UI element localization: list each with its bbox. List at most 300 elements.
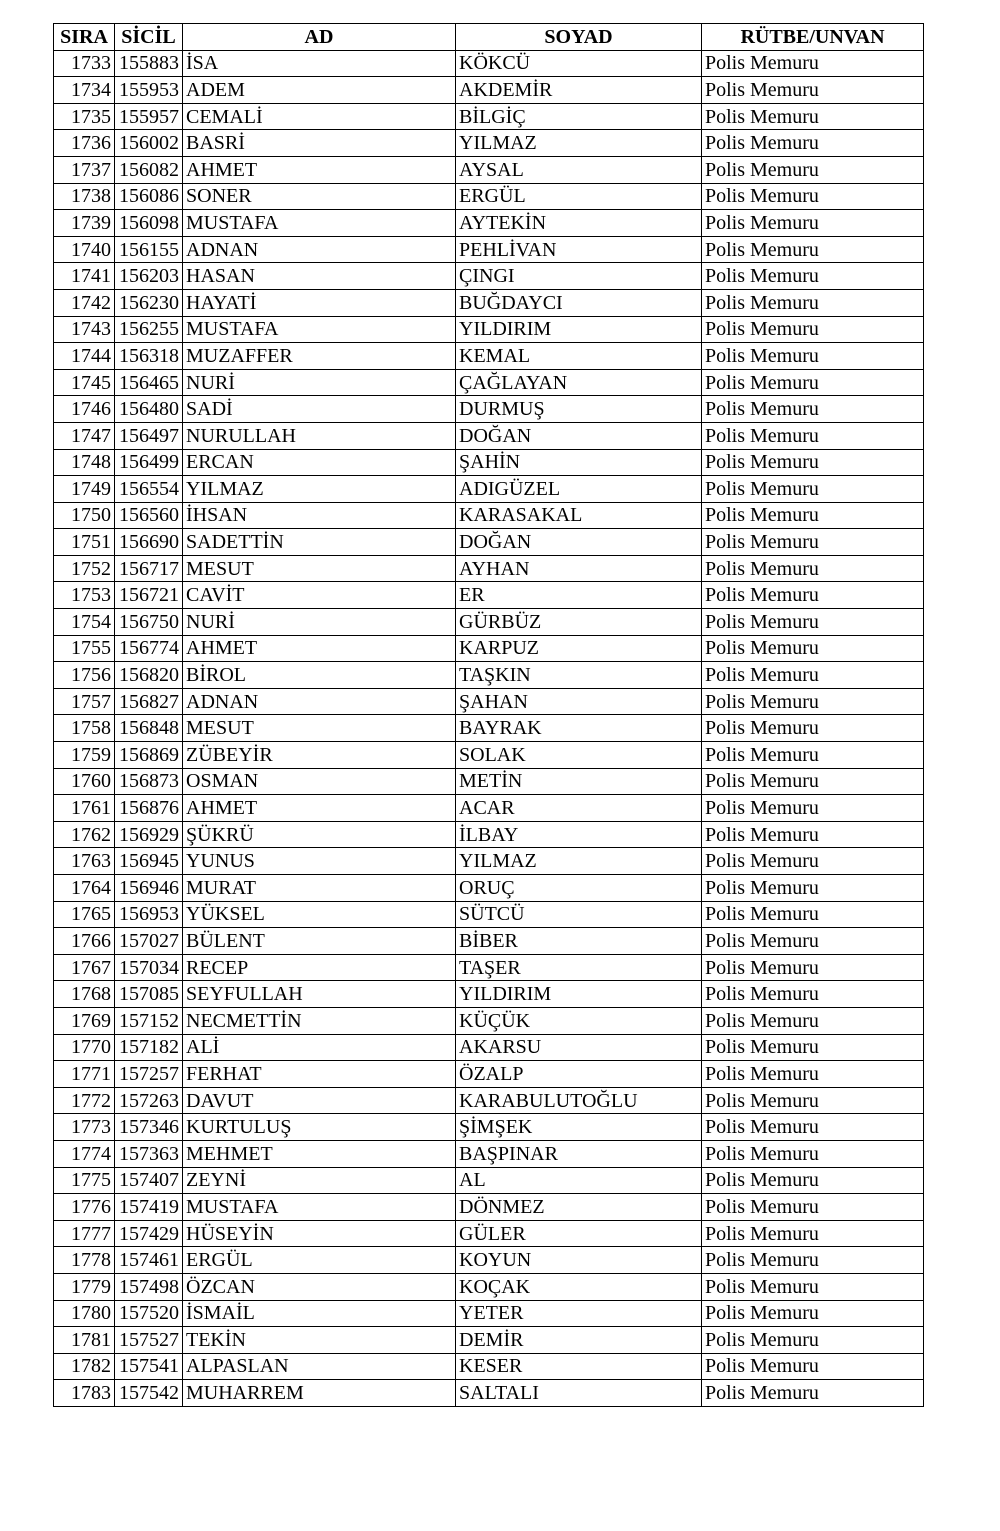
table-row xyxy=(54,1273,924,1300)
header-soyad: SOYAD xyxy=(456,24,702,51)
cell-soyad: ŞAHİN xyxy=(456,449,702,476)
cell-sira: 1754 xyxy=(54,609,115,636)
cell-ad: ÖZCAN xyxy=(183,1273,456,1300)
cell-soyad: YILMAZ xyxy=(456,130,702,157)
cell-rutbe: Polis Memuru xyxy=(702,1034,924,1061)
cell-rutbe: Polis Memuru xyxy=(702,1167,924,1194)
cell-soyad: TAŞKIN xyxy=(456,662,702,689)
cell-sicil: 156499 xyxy=(115,449,183,476)
cell-ad: ADNAN xyxy=(183,688,456,715)
cell-sicil: 156721 xyxy=(115,582,183,609)
cell-sira: 1751 xyxy=(54,529,115,556)
cell-rutbe: Polis Memuru xyxy=(702,502,924,529)
table-row xyxy=(54,263,924,290)
table-row xyxy=(54,103,924,130)
cell-rutbe: Polis Memuru xyxy=(702,1327,924,1354)
cell-sicil: 157346 xyxy=(115,1114,183,1141)
cell-sira: 1771 xyxy=(54,1061,115,1088)
cell-rutbe: Polis Memuru xyxy=(702,476,924,503)
cell-ad: ZÜBEYİR xyxy=(183,742,456,769)
cell-soyad: ORUÇ xyxy=(456,875,702,902)
cell-ad: BÜLENT xyxy=(183,928,456,955)
cell-rutbe: Polis Memuru xyxy=(702,795,924,822)
cell-sira: 1748 xyxy=(54,449,115,476)
cell-soyad: ÇINGI xyxy=(456,263,702,290)
cell-sira: 1740 xyxy=(54,236,115,263)
cell-rutbe: Polis Memuru xyxy=(702,1007,924,1034)
cell-soyad: SÜTCÜ xyxy=(456,901,702,928)
cell-sira: 1773 xyxy=(54,1114,115,1141)
cell-sicil: 155957 xyxy=(115,103,183,130)
cell-sira: 1778 xyxy=(54,1247,115,1274)
cell-soyad: DURMUŞ xyxy=(456,396,702,423)
cell-soyad: KARPUZ xyxy=(456,635,702,662)
cell-sicil: 156848 xyxy=(115,715,183,742)
cell-soyad: AYTEKİN xyxy=(456,210,702,237)
table-row xyxy=(54,875,924,902)
cell-rutbe: Polis Memuru xyxy=(702,449,924,476)
header-rutbe-unvan: RÜTBE/UNVAN xyxy=(702,24,924,51)
cell-ad: SADETTİN xyxy=(183,529,456,556)
cell-soyad: TAŞER xyxy=(456,954,702,981)
table-row xyxy=(54,901,924,928)
cell-soyad: KARABULUTOĞLU xyxy=(456,1087,702,1114)
cell-rutbe: Polis Memuru xyxy=(702,289,924,316)
cell-sira: 1739 xyxy=(54,210,115,237)
cell-ad: YÜKSEL xyxy=(183,901,456,928)
cell-sicil: 156946 xyxy=(115,875,183,902)
cell-soyad: ACAR xyxy=(456,795,702,822)
cell-ad: OSMAN xyxy=(183,768,456,795)
cell-rutbe: Polis Memuru xyxy=(702,77,924,104)
cell-sira: 1736 xyxy=(54,130,115,157)
cell-soyad: ŞİMŞEK xyxy=(456,1114,702,1141)
cell-rutbe: Polis Memuru xyxy=(702,236,924,263)
cell-rutbe: Polis Memuru xyxy=(702,130,924,157)
cell-rutbe: Polis Memuru xyxy=(702,422,924,449)
cell-sicil: 157541 xyxy=(115,1353,183,1380)
table-row xyxy=(54,1114,924,1141)
cell-ad: MESUT xyxy=(183,715,456,742)
table-row xyxy=(54,502,924,529)
cell-sicil: 156155 xyxy=(115,236,183,263)
cell-rutbe: Polis Memuru xyxy=(702,981,924,1008)
cell-rutbe: Polis Memuru xyxy=(702,50,924,77)
cell-soyad: DÖNMEZ xyxy=(456,1194,702,1221)
cell-sira: 1781 xyxy=(54,1327,115,1354)
table-row xyxy=(54,555,924,582)
table-row xyxy=(54,742,924,769)
cell-rutbe: Polis Memuru xyxy=(702,1273,924,1300)
cell-ad: AHMET xyxy=(183,156,456,183)
cell-ad: TEKİN xyxy=(183,1327,456,1354)
table-row xyxy=(54,1353,924,1380)
cell-ad: NURULLAH xyxy=(183,422,456,449)
table-row xyxy=(54,1300,924,1327)
cell-sicil: 156465 xyxy=(115,369,183,396)
table-row xyxy=(54,1194,924,1221)
table-row xyxy=(54,210,924,237)
cell-rutbe: Polis Memuru xyxy=(702,768,924,795)
cell-ad: KURTULUŞ xyxy=(183,1114,456,1141)
cell-sira: 1752 xyxy=(54,555,115,582)
cell-sira: 1774 xyxy=(54,1140,115,1167)
cell-sicil: 156230 xyxy=(115,289,183,316)
cell-rutbe: Polis Memuru xyxy=(702,688,924,715)
cell-sira: 1744 xyxy=(54,343,115,370)
cell-rutbe: Polis Memuru xyxy=(702,1087,924,1114)
table-row xyxy=(54,183,924,210)
cell-rutbe: Polis Memuru xyxy=(702,1114,924,1141)
table-row xyxy=(54,529,924,556)
cell-sira: 1767 xyxy=(54,954,115,981)
cell-ad: SADİ xyxy=(183,396,456,423)
cell-sira: 1772 xyxy=(54,1087,115,1114)
cell-ad: ŞÜKRÜ xyxy=(183,821,456,848)
cell-sira: 1755 xyxy=(54,635,115,662)
cell-soyad: ADIGÜZEL xyxy=(456,476,702,503)
table-row xyxy=(54,1247,924,1274)
cell-soyad: YILMAZ xyxy=(456,848,702,875)
cell-soyad: KÖKCÜ xyxy=(456,50,702,77)
cell-rutbe: Polis Memuru xyxy=(702,1220,924,1247)
cell-ad: MESUT xyxy=(183,555,456,582)
cell-ad: HAYATİ xyxy=(183,289,456,316)
cell-sicil: 156002 xyxy=(115,130,183,157)
cell-ad: ERCAN xyxy=(183,449,456,476)
cell-soyad: AKDEMİR xyxy=(456,77,702,104)
cell-soyad: ERGÜL xyxy=(456,183,702,210)
cell-ad: SEYFULLAH xyxy=(183,981,456,1008)
cell-sicil: 157152 xyxy=(115,1007,183,1034)
cell-soyad: SALTALI xyxy=(456,1380,702,1407)
cell-rutbe: Polis Memuru xyxy=(702,316,924,343)
cell-rutbe: Polis Memuru xyxy=(702,1140,924,1167)
cell-rutbe: Polis Memuru xyxy=(702,1380,924,1407)
cell-sira: 1742 xyxy=(54,289,115,316)
cell-soyad: BİBER xyxy=(456,928,702,955)
cell-sira: 1758 xyxy=(54,715,115,742)
table-row xyxy=(54,156,924,183)
cell-rutbe: Polis Memuru xyxy=(702,875,924,902)
cell-rutbe: Polis Memuru xyxy=(702,582,924,609)
cell-sira: 1763 xyxy=(54,848,115,875)
table-header xyxy=(54,24,924,51)
cell-soyad: DOĞAN xyxy=(456,529,702,556)
cell-rutbe: Polis Memuru xyxy=(702,529,924,556)
cell-sira: 1766 xyxy=(54,928,115,955)
cell-rutbe: Polis Memuru xyxy=(702,662,924,689)
header-sira: SIRA xyxy=(54,24,115,51)
cell-ad: MURAT xyxy=(183,875,456,902)
cell-sicil: 156873 xyxy=(115,768,183,795)
cell-soyad: BUĞDAYCI xyxy=(456,289,702,316)
cell-sicil: 155883 xyxy=(115,50,183,77)
cell-soyad: AYHAN xyxy=(456,555,702,582)
cell-rutbe: Polis Memuru xyxy=(702,635,924,662)
cell-rutbe: Polis Memuru xyxy=(702,821,924,848)
table-row xyxy=(54,236,924,263)
cell-rutbe: Polis Memuru xyxy=(702,183,924,210)
cell-sicil: 157461 xyxy=(115,1247,183,1274)
table-row xyxy=(54,795,924,822)
table-body xyxy=(54,50,924,1406)
cell-soyad: KESER xyxy=(456,1353,702,1380)
cell-sira: 1765 xyxy=(54,901,115,928)
cell-ad: BİROL xyxy=(183,662,456,689)
table-row xyxy=(54,768,924,795)
cell-ad: NURİ xyxy=(183,609,456,636)
table-row xyxy=(54,1327,924,1354)
header-sicil: SİCİL xyxy=(115,24,183,51)
cell-sicil: 156497 xyxy=(115,422,183,449)
cell-sicil: 156318 xyxy=(115,343,183,370)
cell-sicil: 157419 xyxy=(115,1194,183,1221)
cell-rutbe: Polis Memuru xyxy=(702,1300,924,1327)
cell-soyad: SOLAK xyxy=(456,742,702,769)
cell-ad: MEHMET xyxy=(183,1140,456,1167)
table-row xyxy=(54,1220,924,1247)
cell-soyad: DEMİR xyxy=(456,1327,702,1354)
cell-soyad: YILDIRIM xyxy=(456,981,702,1008)
cell-sira: 1783 xyxy=(54,1380,115,1407)
table-row xyxy=(54,1007,924,1034)
cell-ad: DAVUT xyxy=(183,1087,456,1114)
table-row xyxy=(54,1034,924,1061)
cell-sicil: 156929 xyxy=(115,821,183,848)
cell-rutbe: Polis Memuru xyxy=(702,263,924,290)
table-row xyxy=(54,1140,924,1167)
cell-rutbe: Polis Memuru xyxy=(702,156,924,183)
cell-ad: NURİ xyxy=(183,369,456,396)
cell-sira: 1764 xyxy=(54,875,115,902)
header-ad: AD xyxy=(183,24,456,51)
cell-soyad: KOYUN xyxy=(456,1247,702,1274)
cell-soyad: KEMAL xyxy=(456,343,702,370)
table-row xyxy=(54,476,924,503)
cell-soyad: ÖZALP xyxy=(456,1061,702,1088)
cell-rutbe: Polis Memuru xyxy=(702,1194,924,1221)
cell-ad: YUNUS xyxy=(183,848,456,875)
cell-ad: ALPASLAN xyxy=(183,1353,456,1380)
cell-soyad: KOÇAK xyxy=(456,1273,702,1300)
cell-sira: 1760 xyxy=(54,768,115,795)
cell-sicil: 157498 xyxy=(115,1273,183,1300)
cell-ad: YILMAZ xyxy=(183,476,456,503)
cell-soyad: BAYRAK xyxy=(456,715,702,742)
cell-sira: 1780 xyxy=(54,1300,115,1327)
cell-sira: 1735 xyxy=(54,103,115,130)
cell-sira: 1770 xyxy=(54,1034,115,1061)
cell-sicil: 156869 xyxy=(115,742,183,769)
personnel-table xyxy=(53,23,924,1407)
cell-ad: MUZAFFER xyxy=(183,343,456,370)
cell-sira: 1776 xyxy=(54,1194,115,1221)
cell-ad: RECEP xyxy=(183,954,456,981)
cell-sicil: 157257 xyxy=(115,1061,183,1088)
cell-sicil: 156255 xyxy=(115,316,183,343)
cell-sira: 1745 xyxy=(54,369,115,396)
cell-sira: 1759 xyxy=(54,742,115,769)
cell-ad: HÜSEYİN xyxy=(183,1220,456,1247)
table-row xyxy=(54,396,924,423)
cell-ad: İSMAİL xyxy=(183,1300,456,1327)
cell-sicil: 156945 xyxy=(115,848,183,875)
cell-ad: BASRİ xyxy=(183,130,456,157)
table-row xyxy=(54,609,924,636)
cell-soyad: BİLGİÇ xyxy=(456,103,702,130)
table-row xyxy=(54,1061,924,1088)
cell-sicil: 157034 xyxy=(115,954,183,981)
cell-ad: FERHAT xyxy=(183,1061,456,1088)
cell-ad: AHMET xyxy=(183,795,456,822)
cell-rutbe: Polis Memuru xyxy=(702,369,924,396)
cell-soyad: GÜRBÜZ xyxy=(456,609,702,636)
cell-rutbe: Polis Memuru xyxy=(702,343,924,370)
cell-sicil: 156554 xyxy=(115,476,183,503)
cell-sira: 1737 xyxy=(54,156,115,183)
header-row xyxy=(54,24,924,51)
cell-sira: 1750 xyxy=(54,502,115,529)
cell-sicil: 156820 xyxy=(115,662,183,689)
cell-soyad: YETER xyxy=(456,1300,702,1327)
cell-sicil: 157263 xyxy=(115,1087,183,1114)
table-row xyxy=(54,1087,924,1114)
cell-sira: 1782 xyxy=(54,1353,115,1380)
cell-sira: 1749 xyxy=(54,476,115,503)
cell-sira: 1753 xyxy=(54,582,115,609)
cell-sicil: 156203 xyxy=(115,263,183,290)
cell-ad: İHSAN xyxy=(183,502,456,529)
table-row xyxy=(54,821,924,848)
cell-sicil: 156480 xyxy=(115,396,183,423)
cell-soyad: GÜLER xyxy=(456,1220,702,1247)
cell-sira: 1761 xyxy=(54,795,115,822)
cell-sicil: 156560 xyxy=(115,502,183,529)
cell-sicil: 156774 xyxy=(115,635,183,662)
cell-sicil: 157527 xyxy=(115,1327,183,1354)
cell-ad: ADNAN xyxy=(183,236,456,263)
cell-sira: 1775 xyxy=(54,1167,115,1194)
cell-sira: 1779 xyxy=(54,1273,115,1300)
cell-soyad: İLBAY xyxy=(456,821,702,848)
table-row xyxy=(54,77,924,104)
table-row xyxy=(54,662,924,689)
cell-ad: ADEM xyxy=(183,77,456,104)
cell-sira: 1769 xyxy=(54,1007,115,1034)
table-row xyxy=(54,928,924,955)
cell-soyad: PEHLİVAN xyxy=(456,236,702,263)
cell-ad: SONER xyxy=(183,183,456,210)
cell-sicil: 157429 xyxy=(115,1220,183,1247)
cell-sicil: 156690 xyxy=(115,529,183,556)
table-row xyxy=(54,422,924,449)
cell-soyad: AL xyxy=(456,1167,702,1194)
cell-ad: ALİ xyxy=(183,1034,456,1061)
cell-sicil: 157407 xyxy=(115,1167,183,1194)
cell-sira: 1733 xyxy=(54,50,115,77)
cell-sira: 1762 xyxy=(54,821,115,848)
cell-sicil: 156717 xyxy=(115,555,183,582)
table-row xyxy=(54,449,924,476)
cell-soyad: ŞAHAN xyxy=(456,688,702,715)
cell-sicil: 156086 xyxy=(115,183,183,210)
cell-ad: CEMALİ xyxy=(183,103,456,130)
cell-sicil: 157363 xyxy=(115,1140,183,1167)
cell-sira: 1747 xyxy=(54,422,115,449)
cell-sira: 1743 xyxy=(54,316,115,343)
table-row xyxy=(54,369,924,396)
cell-sicil: 157520 xyxy=(115,1300,183,1327)
table-row xyxy=(54,688,924,715)
cell-soyad: KÜÇÜK xyxy=(456,1007,702,1034)
cell-sira: 1756 xyxy=(54,662,115,689)
cell-sicil: 157085 xyxy=(115,981,183,1008)
table-row xyxy=(54,635,924,662)
cell-soyad: BAŞPINAR xyxy=(456,1140,702,1167)
cell-sira: 1741 xyxy=(54,263,115,290)
cell-ad: MUSTAFA xyxy=(183,316,456,343)
cell-rutbe: Polis Memuru xyxy=(702,715,924,742)
table-row xyxy=(54,848,924,875)
cell-rutbe: Polis Memuru xyxy=(702,928,924,955)
cell-sicil: 155953 xyxy=(115,77,183,104)
table-row xyxy=(54,1167,924,1194)
cell-ad: ERGÜL xyxy=(183,1247,456,1274)
table-row xyxy=(54,954,924,981)
cell-soyad: ER xyxy=(456,582,702,609)
cell-rutbe: Polis Memuru xyxy=(702,103,924,130)
cell-rutbe: Polis Memuru xyxy=(702,1061,924,1088)
cell-rutbe: Polis Memuru xyxy=(702,901,924,928)
cell-rutbe: Polis Memuru xyxy=(702,742,924,769)
cell-ad: NECMETTİN xyxy=(183,1007,456,1034)
cell-ad: İSA xyxy=(183,50,456,77)
cell-ad: MUHARREM xyxy=(183,1380,456,1407)
cell-rutbe: Polis Memuru xyxy=(702,210,924,237)
cell-sicil: 156082 xyxy=(115,156,183,183)
cell-rutbe: Polis Memuru xyxy=(702,609,924,636)
cell-rutbe: Polis Memuru xyxy=(702,848,924,875)
cell-ad: MUSTAFA xyxy=(183,1194,456,1221)
cell-sira: 1734 xyxy=(54,77,115,104)
cell-ad: ZEYNİ xyxy=(183,1167,456,1194)
cell-sicil: 156098 xyxy=(115,210,183,237)
cell-ad: HASAN xyxy=(183,263,456,290)
table-row xyxy=(54,1380,924,1407)
table-row xyxy=(54,50,924,77)
cell-sira: 1738 xyxy=(54,183,115,210)
cell-soyad: YILDIRIM xyxy=(456,316,702,343)
cell-sicil: 157182 xyxy=(115,1034,183,1061)
cell-soyad: AYSAL xyxy=(456,156,702,183)
cell-sicil: 157027 xyxy=(115,928,183,955)
cell-soyad: METİN xyxy=(456,768,702,795)
cell-sira: 1768 xyxy=(54,981,115,1008)
table-row xyxy=(54,715,924,742)
cell-ad: CAVİT xyxy=(183,582,456,609)
cell-sira: 1777 xyxy=(54,1220,115,1247)
cell-soyad: ÇAĞLAYAN xyxy=(456,369,702,396)
cell-sicil: 156876 xyxy=(115,795,183,822)
cell-ad: AHMET xyxy=(183,635,456,662)
cell-sicil: 156750 xyxy=(115,609,183,636)
cell-ad: MUSTAFA xyxy=(183,210,456,237)
cell-sicil: 157542 xyxy=(115,1380,183,1407)
table-row xyxy=(54,343,924,370)
cell-soyad: AKARSU xyxy=(456,1034,702,1061)
cell-rutbe: Polis Memuru xyxy=(702,555,924,582)
